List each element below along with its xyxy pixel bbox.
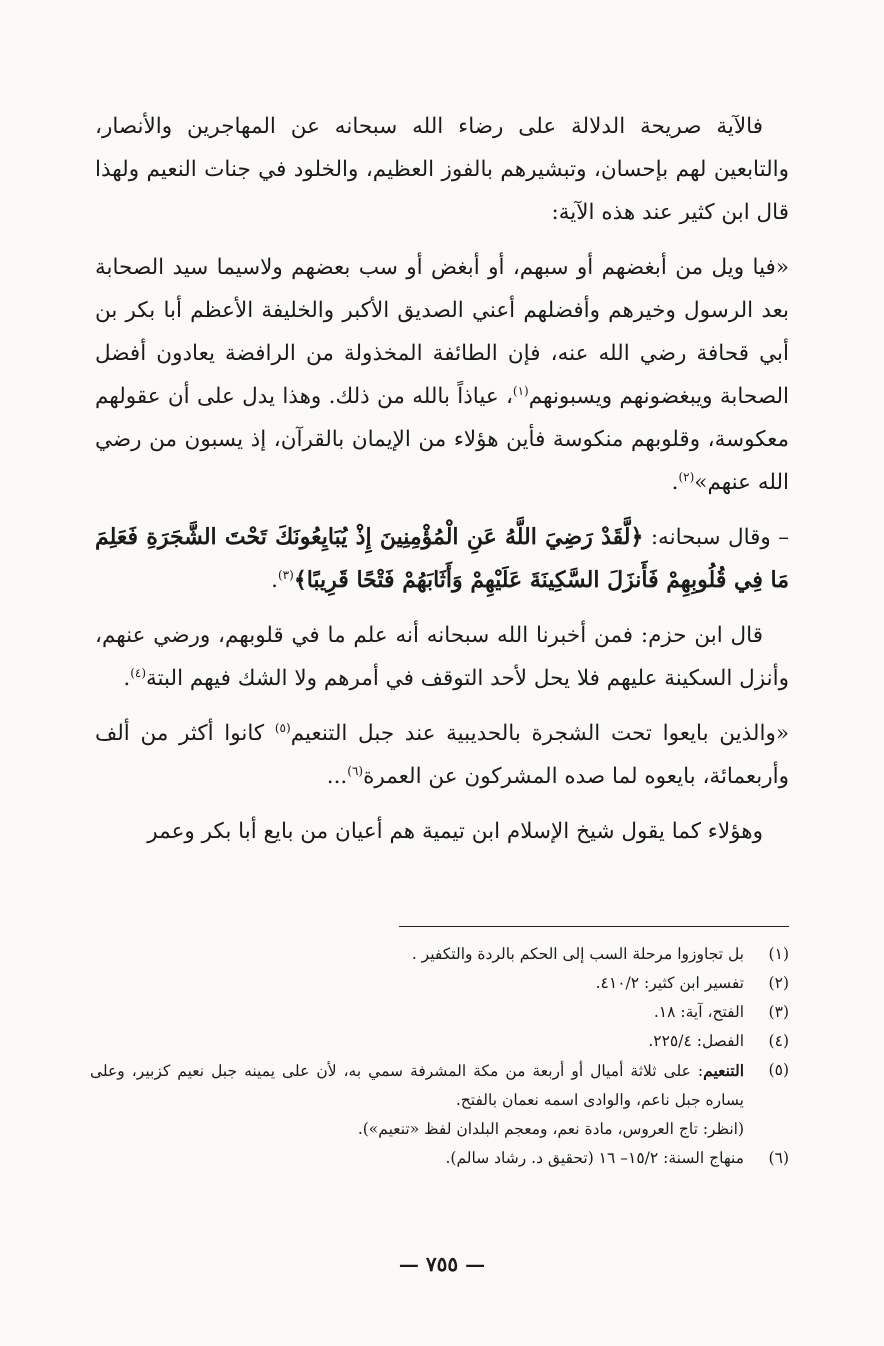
paragraph-5-quote: «والذين بايعوا تحت الشجرة بالحديبية عند جبل التنعيم$^{(٥)}$ كانوا أكثر من ألف وأربعمائة، بايعوه لما صده المشركون عن العمرة$^{(٦)}$...: [95, 720, 789, 789]
footnote-ref-2[interactable]: (٢): [678, 469, 695, 484]
footnote-text: تفسير ابن كثير: ٤١٠/٢.: [595, 974, 744, 992]
footnote-ref-6[interactable]: (٦): [347, 763, 364, 778]
footnote-number: (٦): [768, 1149, 789, 1167]
footnote-keyword: التنعيم: [703, 1061, 744, 1080]
footnote-text: بل تجاوزوا مرحلة السب إلى الحكم بالردة والتكفير .: [411, 945, 744, 963]
paragraph-1: فالآية صريحة الدلالة على رضاء الله سبحانه عن المهاجرين والأنصار، والتابعين لهم بإحسان، وتبشيرهم بالفوز العظيم، والخلود في جنات النعيم ولهذا قال ابن كثير عند هذه الآية:: [95, 114, 789, 225]
footnote-text: التنعيم: على ثلاثة أميال أو أربعة من مكة المشرفة سمي به، لأن على يمينه جبل نعيم كزبير، وعلى يساره جبل ناعم، والوادى اسمه نعمان بالفتح.: [90, 1061, 744, 1109]
footnote-number: (١): [768, 945, 789, 963]
footnote-5-continued: [90, 1115, 789, 1144]
footnote-number: (٤): [768, 1032, 789, 1050]
paragraph-6: وهؤلاء كما يقول شيخ الإسلام ابن تيمية هم أعيان من بايع أبا بكر وعمر: [147, 819, 763, 844]
paragraph-2-quote: «فيا ويل من أبغضهم أو سبهم، أو أبغض أو سب بعضهم ولاسيما سيد الصحابة بعد الرسول وخيرهم وأفضلهم أعني الصديق الأكبر والخليفة الأعظم أبا بكر بن أبي قحافة رضي الله عنه، فإن الطائفة المخذولة من الرافضة يعادون أفضل الصحابة ويبغضونهم ويسبونهم$^{(١)}$، عياذاً بالله من ذلك. وهذا يدل على أن عقولهم معكوسة، وقلوبهم منكوسة فأين هؤلاء من الإيمان بالقرآن، إذ يسبون من رضي الله عنهم»$^{(٢)}$.: [95, 255, 789, 495]
footnote-ref-1[interactable]: (١): [512, 383, 529, 398]
footnote-number: (٥): [768, 1061, 789, 1079]
footnote-6: [90, 1144, 789, 1173]
quran-verse: ﴿لَّقَدْ رَضِيَ اللَّهُ عَنِ الْمُؤْمِنِينَ إِذْ يُبَايِعُونَكَ تَحْتَ الشَّجَرَةِ فَعَلِمَ مَا فِي قُلُوبِهِمْ فَأَنزَلَ السَّكِينَةَ عَلَيْهِمْ وَأَثَابَهُمْ فَتْحًا قَرِيبًا﴾: [95, 524, 789, 593]
footnote-ref-5[interactable]: (٥): [274, 720, 291, 735]
footnote-ref-4[interactable]: (٤): [130, 665, 147, 680]
footnote-text: منهاج السنة: ١٥/٢– ١٦ (تحقيق د. رشاد سالم).: [445, 1149, 744, 1167]
footnotes: [90, 940, 789, 1173]
paragraph-3-verse: – وقال سبحانه: ﴿لَّقَدْ رَضِيَ اللَّهُ عَنِ الْمُؤْمِنِينَ إِذْ يُبَايِعُونَكَ تَحْتَ الشَّجَرَةِ فَعَلِمَ مَا فِي قُلُوبِهِمْ فَأَنزَلَ السَّكِينَةَ عَلَيْهِمْ وَأَثَابَهُمْ فَتْحًا قَرِيبًا﴾$^{(٣)}$.: [95, 524, 789, 593]
main-text: [95, 105, 789, 865]
paragraph-4: قال ابن حزم: فمن أخبرنا الله سبحانه أنه علم ما في قلوبهم، ورضي عنهم، وأنزل السكينة عليهم فلا يحل لأحد التوقف في أمرهم ولا الشك فيهم البتة$^{(٤)}$.: [95, 623, 789, 691]
footnote-text: (انظر: تاج العروس، مادة نعم، ومعجم البلدان لفظ «تنعيم»).: [357, 1120, 744, 1138]
footnote-number: (٣): [768, 1003, 789, 1021]
page-number: — ٧٥٥ —: [398, 1252, 486, 1276]
footnote-number: (٢): [768, 974, 789, 992]
footnote-number: [744, 1115, 789, 1144]
footnote-5: [90, 1056, 789, 1115]
footnote-text: الفتح، آية: ١٨.: [653, 1003, 744, 1021]
footnote-4: [90, 1027, 789, 1056]
footnote-2: [90, 969, 789, 998]
footnote-text: الفصل: ٢٢٥/٤.: [648, 1032, 744, 1050]
footnote-3: [90, 998, 789, 1027]
footnote-ref-3[interactable]: (٣): [277, 567, 294, 582]
footnote-1: [90, 940, 789, 969]
footnote-divider: [399, 926, 789, 927]
